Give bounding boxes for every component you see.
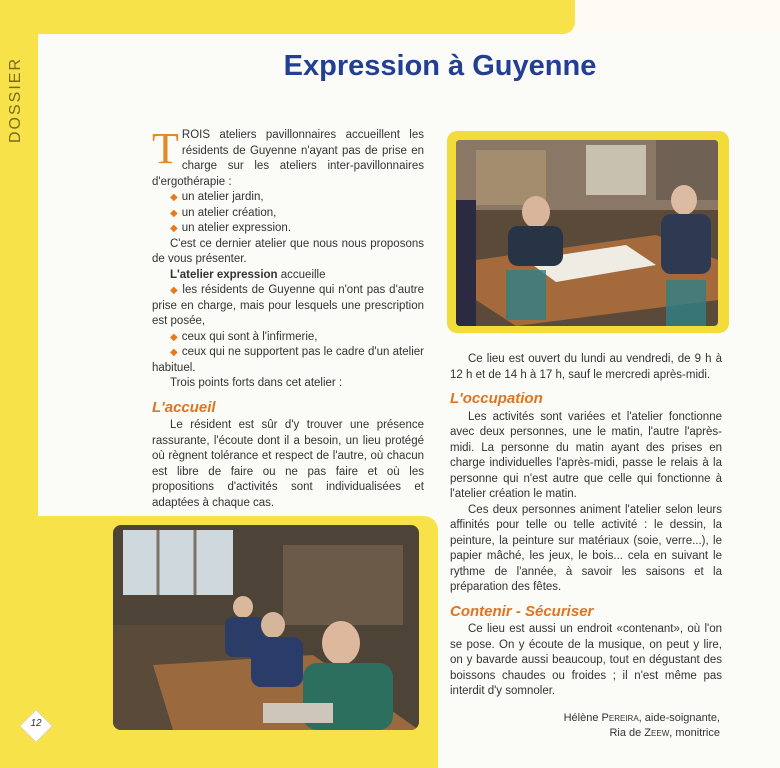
section-label: DOSSIER bbox=[7, 56, 24, 144]
diamond-bullet-icon: ◆ bbox=[170, 223, 178, 234]
signature bbox=[564, 711, 720, 741]
drop-cap: T bbox=[152, 124, 179, 173]
top-yellow-band bbox=[0, 0, 575, 34]
left-column bbox=[152, 124, 424, 511]
diamond-bullet-icon: ◆ bbox=[170, 192, 178, 203]
list-item: ◆ ceux qui sont à l'infirmerie, bbox=[170, 330, 318, 343]
contenir-text: Ce lieu est aussi un endroit «contenant», où l'on se pose. On y écoute de la musique, on peut y lire, on y bavarde aussi beaucoup, tout en dégustant des boissons chaudes ou froides ; il n'est même pas interdit d'y somnoler. bbox=[450, 623, 722, 697]
photo-illustration bbox=[456, 140, 718, 326]
list-item: ◆ un atelier expression. bbox=[170, 222, 292, 234]
opening-hours: Ce lieu est ouvert du lundi au vendredi, de 9 h à 12 h et de 14 h à 17 h, sauf le mercredi après-midi. bbox=[450, 353, 722, 381]
page-number: 12 bbox=[30, 718, 42, 729]
signature-line-1: Hélène Pereira, aide-soignante, bbox=[563, 712, 720, 724]
photo-illustration bbox=[113, 525, 419, 730]
expression-lead: L'atelier expression accueille bbox=[170, 268, 326, 281]
diamond-bullet-icon: ◆ bbox=[170, 331, 178, 343]
list-item: ◆ ceux qui ne supportent pas le cadre d'un atelier habituel. bbox=[152, 346, 424, 374]
intro-after: C'est ce dernier atelier que nous nous proposons de vous présenter. bbox=[152, 237, 424, 265]
workshop-photo-bottom bbox=[113, 525, 419, 730]
diamond-bullet-icon: ◆ bbox=[170, 347, 178, 358]
page-title: Expression à Guyenne bbox=[283, 50, 597, 82]
diamond-bullet-icon: ◆ bbox=[170, 207, 178, 219]
three-points: Trois points forts dans cet atelier : bbox=[170, 377, 343, 389]
diamond-bullet-icon: ◆ bbox=[170, 285, 179, 296]
workshop-photo-top bbox=[456, 140, 718, 326]
right-column bbox=[450, 352, 722, 700]
signature-line-2: Ria de Zeew, monitrice bbox=[609, 727, 720, 739]
occupation-text-1: Les activités sont variées et l'atelier fonctionne avec deux personnes, une le matin, l'autre l'après-midi. La personne du matin ayant des prises en charge individuelles l'après-midi, passe le relais à la personne qui n'est autre que celle qui fonctionne à l'atelier création le matin. bbox=[450, 410, 722, 500]
occupation-heading: L'occupation bbox=[450, 390, 543, 407]
contenir-heading: Contenir - Sécuriser bbox=[450, 602, 594, 620]
list-item: ◆ les résidents de Guyenne qui n'ont pas d'autre prise en charge, mais pour lesquels une prescription est posée, bbox=[152, 284, 424, 327]
list-item: ◆ un atelier création, bbox=[170, 206, 277, 219]
accueil-heading: L'accueil bbox=[152, 398, 216, 416]
intro-paragraph: TROIS ateliers pavillonnaires accueillent les résidents de Guyenne n'ayant pas de prise en charge sur les ateliers inter-pavillonnaires d'ergothérapie : bbox=[152, 124, 424, 188]
list-item: ◆ un atelier jardin, bbox=[170, 191, 264, 203]
occupation-text-2: Ces deux personnes animent l'atelier selon leurs affinités pour telle ou telle activité : le dessin, la peinture, la peinture sur matériaux (soie, verre...), le papier mâché, les jeux, le bois... cela en suivant le rythme de l'année, à savoir les saisons et la préparation des fêtes. bbox=[450, 503, 722, 593]
accueil-text: Le résident est sûr d'y trouver une présence rassurante, l'écoute dont il a besoin, un lieu protégé où règnent tolérance et respect de l'autre, où chacun est libre de faire ou ne pas faire et où les propositions d'activités sont individualisées et adaptées à chaque cas. bbox=[152, 419, 424, 509]
